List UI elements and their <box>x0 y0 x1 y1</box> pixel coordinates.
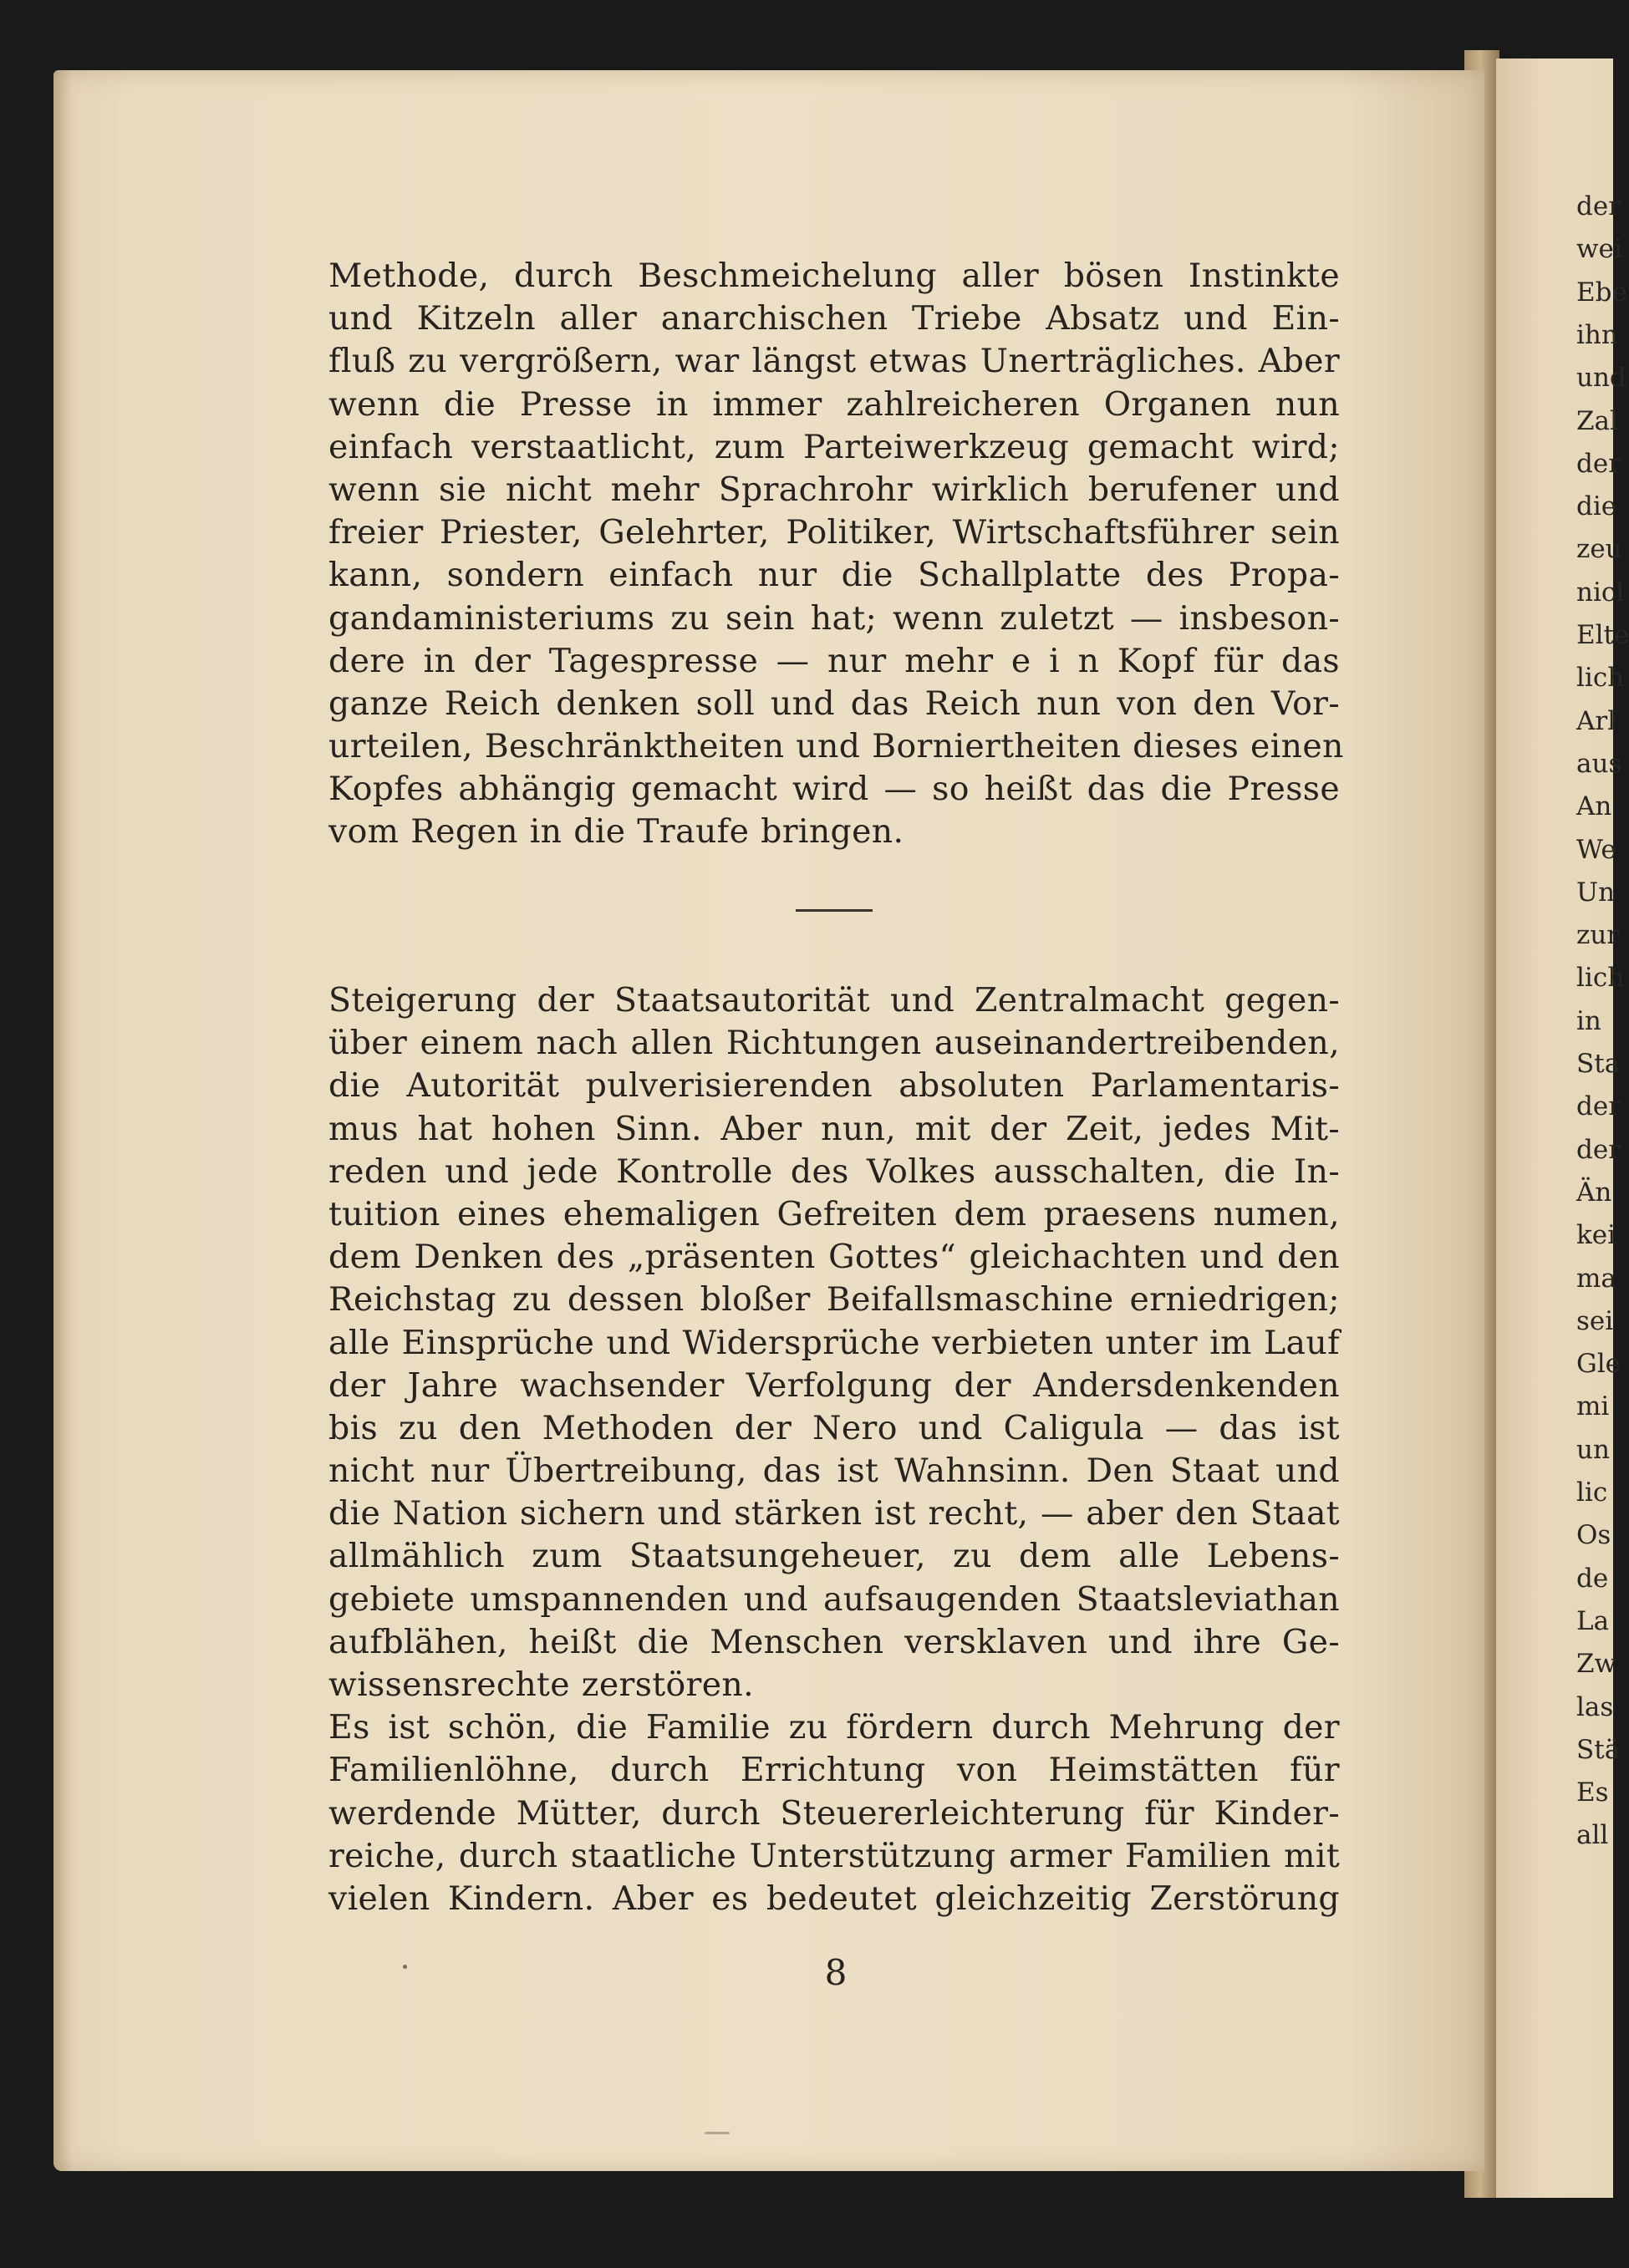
text-line: ganze Reich denken soll und das Reich nun von den Vor- <box>328 684 1340 723</box>
text-line: Methode, durch Beschmeichelung aller bösen Instinkte <box>328 257 1340 295</box>
adjacent-page-text-fragment: der <box>1576 448 1621 479</box>
text-line: tuition eines ehemaligen Gefreiten dem praesens numen, <box>328 1194 1340 1233</box>
text-line: vom Regen in die Traufe bringen. <box>328 812 904 852</box>
text-line: alle Einsprüche und Widersprüche verbieten unter im Lauf <box>328 1323 1340 1362</box>
section-separator <box>796 909 873 912</box>
adjacent-page-text-fragment: Gle <box>1576 1349 1621 1380</box>
adjacent-page-text-fragment: ma <box>1576 1263 1616 1294</box>
adjacent-page-text-fragment: aus <box>1576 748 1622 779</box>
adjacent-page-text-fragment: Stä <box>1576 1734 1621 1765</box>
text-line: gandaministeriums zu sein hat; wenn zuletzt — insbeson- <box>328 598 1340 638</box>
adjacent-page-text-fragment: ihn <box>1576 319 1618 350</box>
adjacent-page-text-fragment: mi <box>1576 1391 1610 1422</box>
adjacent-page-text-fragment: Zw <box>1576 1649 1617 1680</box>
text-line: mus hat hohen Sinn. Aber nun, mit der Zeit, jedes Mit- <box>328 1109 1340 1148</box>
adjacent-page-text-fragment: zur <box>1576 920 1620 951</box>
adjacent-page-text-fragment: nicl <box>1576 577 1625 608</box>
text-line: einfach verstaatlicht, zum Parteiwerkzeug gemacht wird; <box>328 427 1340 466</box>
adjacent-page-text-fragment: lich <box>1576 963 1625 994</box>
text-line: wenn die Presse in immer zahlreicheren Organen nun <box>328 384 1340 424</box>
adjacent-page-text-fragment: Ebe <box>1576 277 1627 308</box>
text-line: über einem nach allen Richtungen auseinandertreibenden, <box>328 1024 1340 1063</box>
adjacent-page-text-fragment: Zal <box>1576 405 1618 436</box>
adjacent-page-text-fragment: lic <box>1576 1477 1608 1508</box>
text-line: allmählich zum Staatsungeheuer, zu dem alle Lebens- <box>328 1537 1340 1576</box>
paper-speck <box>403 1965 407 1969</box>
adjacent-page-text-fragment: Es <box>1576 1777 1609 1808</box>
adjacent-page-text-fragment: kei <box>1576 1220 1616 1251</box>
text-line: der Jahre wachsender Verfolgung der Andersdenkenden <box>328 1365 1340 1405</box>
text-line: werdende Mütter, durch Steuererleichterung für Kinder- <box>328 1793 1340 1833</box>
adjacent-page-text-fragment: Sta <box>1576 1049 1621 1079</box>
text-line: fluß zu vergrößern, war längst etwas Unerträgliches. Aber <box>328 342 1340 381</box>
paragraph-state-and-family <box>328 979 1340 1920</box>
text-line: wissensrechte zerstören. <box>328 1665 754 1704</box>
adjacent-page-text-fragment: zeu <box>1576 534 1622 565</box>
text-line: die Autorität pulverisierenden absoluten Parlamentaris- <box>328 1066 1340 1106</box>
text-line: vielen Kindern. Aber es bedeutet gleichzeitig Zerstörung <box>328 1879 1340 1918</box>
adjacent-page-text-fragment: We <box>1576 834 1616 865</box>
paper-mark <box>705 2132 730 2134</box>
adjacent-page-text-fragment: de <box>1576 1563 1609 1594</box>
adjacent-page-text-fragment: La <box>1576 1605 1610 1636</box>
text-line: Steigerung der Staatsautorität und Zentralmacht gegen- <box>328 981 1340 1020</box>
adjacent-page-text-fragment: Os <box>1576 1520 1611 1551</box>
adjacent-page-text-fragment: wei <box>1576 234 1622 265</box>
text-line: dem Denken des „präsenten Gottes“ gleichachten und den <box>328 1238 1340 1277</box>
adjacent-page-text-fragment: An <box>1576 791 1612 822</box>
adjacent-page-text-fragment: der <box>1576 191 1621 221</box>
text-line: freier Priester, Gelehrter, Politiker, Wirtschaftsführer sein <box>328 513 1340 552</box>
adjacent-page-text-fragment: Elte <box>1576 620 1629 650</box>
text-line: wenn sie nicht mehr Sprachrohr wirklich berufener und <box>328 470 1340 509</box>
text-line: reiche, durch staatliche Unterstützung armer Familien mit <box>328 1836 1340 1875</box>
text-line: bis zu den Methoden der Nero und Caligula — das ist <box>328 1408 1340 1447</box>
text-line: dere in der Tagespresse — nur mehr e i n Kopf für das <box>328 641 1340 680</box>
adjacent-page-text-fragment: all <box>1576 1820 1609 1851</box>
text-line: die Nation sichern und stärken ist recht, — aber den Staat <box>328 1494 1340 1533</box>
text-line: Reichstag zu dessen bloßer Beifallsmaschine erniedrigen; <box>328 1280 1340 1320</box>
text-line: nicht nur Übertreibung, das ist Wahnsinn. Den Staat und <box>328 1452 1340 1491</box>
adjacent-page-text-fragment: un <box>1576 1434 1610 1465</box>
adjacent-page-text-fragment: in <box>1576 1005 1601 1036</box>
paragraph-press <box>328 255 1344 854</box>
adjacent-page-text-fragment: der <box>1576 1134 1621 1165</box>
adjacent-page-text-fragment: und <box>1576 363 1626 394</box>
adjacent-page-text-fragment: Än <box>1576 1177 1612 1208</box>
adjacent-page-text-fragment: die <box>1576 491 1617 522</box>
text-line: Es ist schön, die Familie zu fördern durch Mehrung der <box>328 1708 1340 1747</box>
text-line: aufblähen, heißt die Menschen versklaven und ihre Ge- <box>328 1622 1340 1661</box>
adjacent-page-text-fragment: las <box>1576 1691 1614 1722</box>
page-number: 8 <box>824 1952 848 1993</box>
text-line: und Kitzeln aller anarchischen Triebe Absatz und Ein- <box>328 299 1340 338</box>
text-line: kann, sondern einfach nur die Schallplatte des Propa- <box>328 556 1340 595</box>
text-line: gebiete umspannenden und aufsaugenden Staatsleviathan <box>328 1579 1340 1619</box>
adjacent-page-edge <box>1496 58 1629 2198</box>
text-line: Familienlöhne, durch Errichtung von Heimstätten für <box>328 1751 1340 1790</box>
adjacent-page-text-fragment: Un <box>1576 877 1616 908</box>
adjacent-page-text-fragment: Arl <box>1576 705 1616 736</box>
adjacent-page-text-fragment: sei <box>1576 1305 1614 1336</box>
text-line: urteilen, Beschränktheiten und Borniertheiten dieses einen <box>328 727 1344 766</box>
adjacent-page-text-fragment: lich <box>1576 663 1625 694</box>
adjacent-page-text-fragment: der <box>1576 1091 1621 1122</box>
text-line: Kopfes abhängig gemacht wird — so heißt das die Presse <box>328 770 1340 809</box>
text-line: reden und jede Kontrolle des Volkes ausschalten, die In- <box>328 1152 1340 1191</box>
